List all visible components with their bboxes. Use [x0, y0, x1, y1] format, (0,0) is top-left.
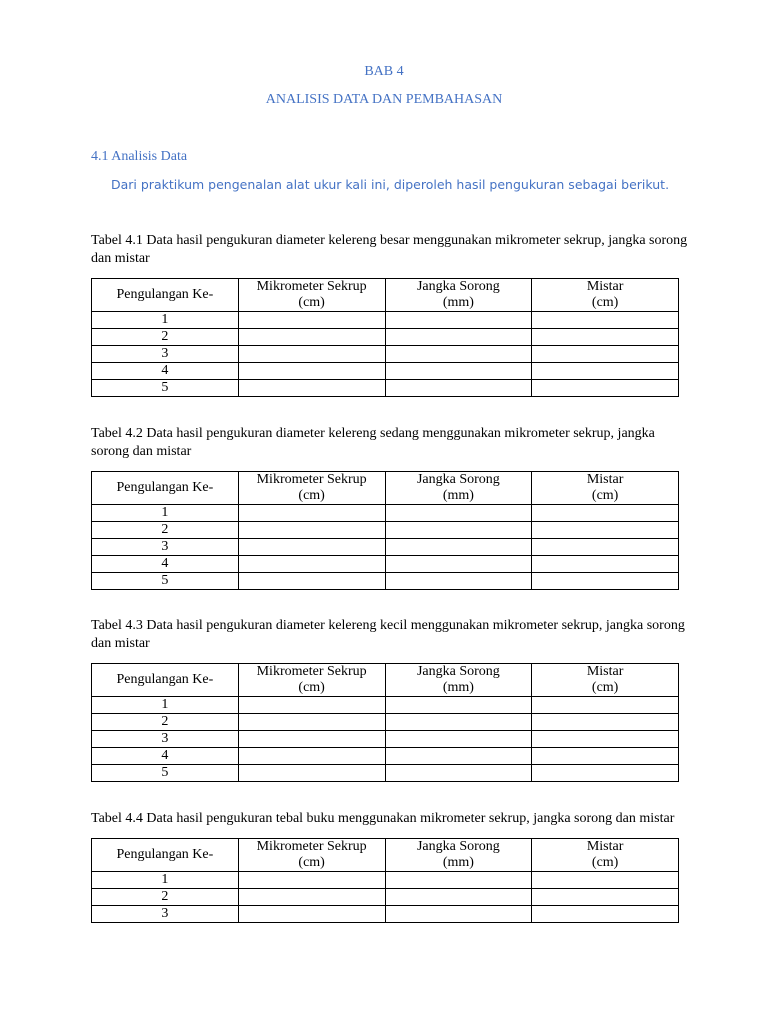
- header-jangka-sorong-unit: (mm): [442, 295, 474, 310]
- mistar-cell: [532, 748, 679, 765]
- chapter-number: BAB 4: [364, 64, 404, 79]
- header-mistar: [532, 472, 679, 505]
- mikrometer-cell: [238, 346, 385, 363]
- row-number: 2: [92, 329, 239, 346]
- row-number: 3: [92, 539, 239, 556]
- row-number: 1: [92, 505, 239, 522]
- jangka-sorong-cell: [385, 872, 532, 889]
- row-number: 3: [92, 346, 239, 363]
- measurement-table: [91, 663, 679, 782]
- table-header-row: [92, 839, 679, 872]
- mikrometer-cell: [238, 765, 385, 782]
- jangka-sorong-cell: [385, 380, 532, 397]
- header-mikrometer-label: Mikrometer Sekrup: [256, 664, 367, 679]
- header-jangka-sorong: [385, 664, 532, 697]
- jangka-sorong-cell: [385, 539, 532, 556]
- jangka-sorong-cell: [385, 363, 532, 380]
- header-jangka-sorong: [385, 279, 532, 312]
- mikrometer-cell: [238, 731, 385, 748]
- header-mistar-label: Mistar: [586, 664, 624, 679]
- jangka-sorong-cell: [385, 889, 532, 906]
- mistar-cell: [532, 872, 679, 889]
- row-number: 1: [92, 312, 239, 329]
- mistar-cell: [532, 697, 679, 714]
- table-row: [92, 522, 679, 539]
- mistar-cell: [532, 714, 679, 731]
- header-jangka-sorong: [385, 472, 532, 505]
- row-number: 1: [92, 697, 239, 714]
- header-mistar-label: Mistar: [586, 472, 624, 487]
- header-mistar-label: Mistar: [586, 839, 624, 854]
- jangka-sorong-cell: [385, 697, 532, 714]
- measurement-table: [91, 471, 679, 590]
- jangka-sorong-cell: [385, 714, 532, 731]
- mistar-cell: [532, 573, 679, 590]
- header-mikrometer-unit: (cm): [298, 488, 325, 503]
- table-row: [92, 363, 679, 380]
- row-number: 2: [92, 889, 239, 906]
- jangka-sorong-cell: [385, 573, 532, 590]
- mikrometer-cell: [238, 906, 385, 923]
- mistar-cell: [532, 505, 679, 522]
- header-mistar: [532, 664, 679, 697]
- header-mistar-unit: (cm): [591, 488, 619, 503]
- header-jangka-sorong-unit: (mm): [442, 855, 474, 870]
- mikrometer-cell: [238, 329, 385, 346]
- table-row: [92, 872, 679, 889]
- jangka-sorong-cell: [385, 522, 532, 539]
- intro-paragraph: Dari praktikum pengenalan alat ukur kali ini, diperoleh hasil pengukuran sebagai berikut.: [111, 177, 670, 192]
- table-header-row: [92, 472, 679, 505]
- row-number: 3: [92, 906, 239, 923]
- mistar-cell: [532, 556, 679, 573]
- mikrometer-cell: [238, 522, 385, 539]
- mistar-cell: [532, 539, 679, 556]
- table-caption: Tabel 4.3 Data hasil pengukuran diameter kelereng kecil menggunakan mikrometer sekrup, jangka sorong dan mistar: [91, 618, 685, 651]
- mikrometer-cell: [238, 312, 385, 329]
- header-pengulangan: Pengulangan Ke-: [92, 839, 239, 872]
- mistar-cell: [532, 329, 679, 346]
- header-jangka-sorong-unit: (mm): [442, 488, 474, 503]
- header-jangka-sorong-label: Jangka Sorong: [416, 279, 500, 294]
- table-row: [92, 380, 679, 397]
- table-row: [92, 312, 679, 329]
- table-row: [92, 346, 679, 363]
- mistar-cell: [532, 731, 679, 748]
- mistar-cell: [532, 906, 679, 923]
- header-jangka-sorong-unit: (mm): [442, 680, 474, 695]
- row-number: 4: [92, 363, 239, 380]
- mikrometer-cell: [238, 697, 385, 714]
- jangka-sorong-cell: [385, 765, 532, 782]
- header-pengulangan: Pengulangan Ke-: [92, 472, 239, 505]
- header-mikrometer-label: Mikrometer Sekrup: [256, 279, 367, 294]
- mistar-cell: [532, 889, 679, 906]
- row-number: 5: [92, 380, 239, 397]
- row-number: 5: [92, 765, 239, 782]
- table-row: [92, 889, 679, 906]
- header-pengulangan: Pengulangan Ke-: [92, 664, 239, 697]
- jangka-sorong-cell: [385, 906, 532, 923]
- table-header-row: [92, 279, 679, 312]
- header-mikrometer-label: Mikrometer Sekrup: [256, 839, 367, 854]
- row-number: 4: [92, 748, 239, 765]
- table-row: [92, 539, 679, 556]
- mikrometer-cell: [238, 714, 385, 731]
- table-row: [92, 906, 679, 923]
- row-number: 2: [92, 522, 239, 539]
- mikrometer-cell: [238, 573, 385, 590]
- measurement-table: [91, 278, 679, 397]
- header-jangka-sorong: [385, 839, 532, 872]
- mistar-cell: [532, 522, 679, 539]
- mikrometer-cell: [238, 748, 385, 765]
- header-mikrometer: [238, 279, 385, 312]
- jangka-sorong-cell: [385, 748, 532, 765]
- mistar-cell: [532, 363, 679, 380]
- row-number: 2: [92, 714, 239, 731]
- header-mistar-unit: (cm): [591, 680, 619, 695]
- section-heading: 4.1 Analisis Data: [91, 149, 188, 164]
- header-jangka-sorong-label: Jangka Sorong: [416, 839, 500, 854]
- header-mikrometer: [238, 472, 385, 505]
- jangka-sorong-cell: [385, 346, 532, 363]
- header-jangka-sorong-label: Jangka Sorong: [416, 472, 500, 487]
- header-mistar: [532, 279, 679, 312]
- header-jangka-sorong-label: Jangka Sorong: [416, 664, 500, 679]
- chapter-title: ANALISIS DATA DAN PEMBAHASAN: [265, 92, 503, 107]
- header-mikrometer-unit: (cm): [298, 855, 325, 870]
- mistar-cell: [532, 312, 679, 329]
- header-mikrometer: [238, 664, 385, 697]
- table-row: [92, 697, 679, 714]
- table-row: [92, 714, 679, 731]
- jangka-sorong-cell: [385, 731, 532, 748]
- header-mistar-unit: (cm): [591, 855, 619, 870]
- mikrometer-cell: [238, 380, 385, 397]
- mikrometer-cell: [238, 556, 385, 573]
- mistar-cell: [532, 380, 679, 397]
- header-pengulangan: Pengulangan Ke-: [92, 279, 239, 312]
- row-number: 3: [92, 731, 239, 748]
- jangka-sorong-cell: [385, 329, 532, 346]
- table-header-row: [92, 664, 679, 697]
- header-mikrometer-unit: (cm): [298, 295, 325, 310]
- row-number: 1: [92, 872, 239, 889]
- measurement-table: [91, 838, 679, 923]
- jangka-sorong-cell: [385, 556, 532, 573]
- table-row: [92, 731, 679, 748]
- mikrometer-cell: [238, 872, 385, 889]
- mistar-cell: [532, 765, 679, 782]
- table-caption: Tabel 4.2 Data hasil pengukuran diameter kelereng sedang menggunakan mikrometer sekrup, jangka sorong dan mistar: [91, 426, 655, 459]
- header-mikrometer: [238, 839, 385, 872]
- row-number: 4: [92, 556, 239, 573]
- table-row: [92, 556, 679, 573]
- header-mistar-unit: (cm): [591, 295, 619, 310]
- table-row: [92, 748, 679, 765]
- header-mistar: [532, 839, 679, 872]
- table-row: [92, 765, 679, 782]
- header-mikrometer-label: Mikrometer Sekrup: [256, 472, 367, 487]
- header-mikrometer-unit: (cm): [298, 680, 325, 695]
- jangka-sorong-cell: [385, 505, 532, 522]
- mikrometer-cell: [238, 363, 385, 380]
- table-row: [92, 505, 679, 522]
- table-row: [92, 329, 679, 346]
- table-caption: Tabel 4.4 Data hasil pengukuran tebal buku menggunakan mikrometer sekrup, jangka sorong dan mistar: [91, 811, 675, 826]
- jangka-sorong-cell: [385, 312, 532, 329]
- header-mistar-label: Mistar: [586, 279, 624, 294]
- row-number: 5: [92, 573, 239, 590]
- table-row: [92, 573, 679, 590]
- mikrometer-cell: [238, 539, 385, 556]
- table-caption: Tabel 4.1 Data hasil pengukuran diameter kelereng besar menggunakan mikrometer sekrup, jangka sorong dan mistar: [91, 233, 688, 266]
- mikrometer-cell: [238, 889, 385, 906]
- mikrometer-cell: [238, 505, 385, 522]
- mistar-cell: [532, 346, 679, 363]
